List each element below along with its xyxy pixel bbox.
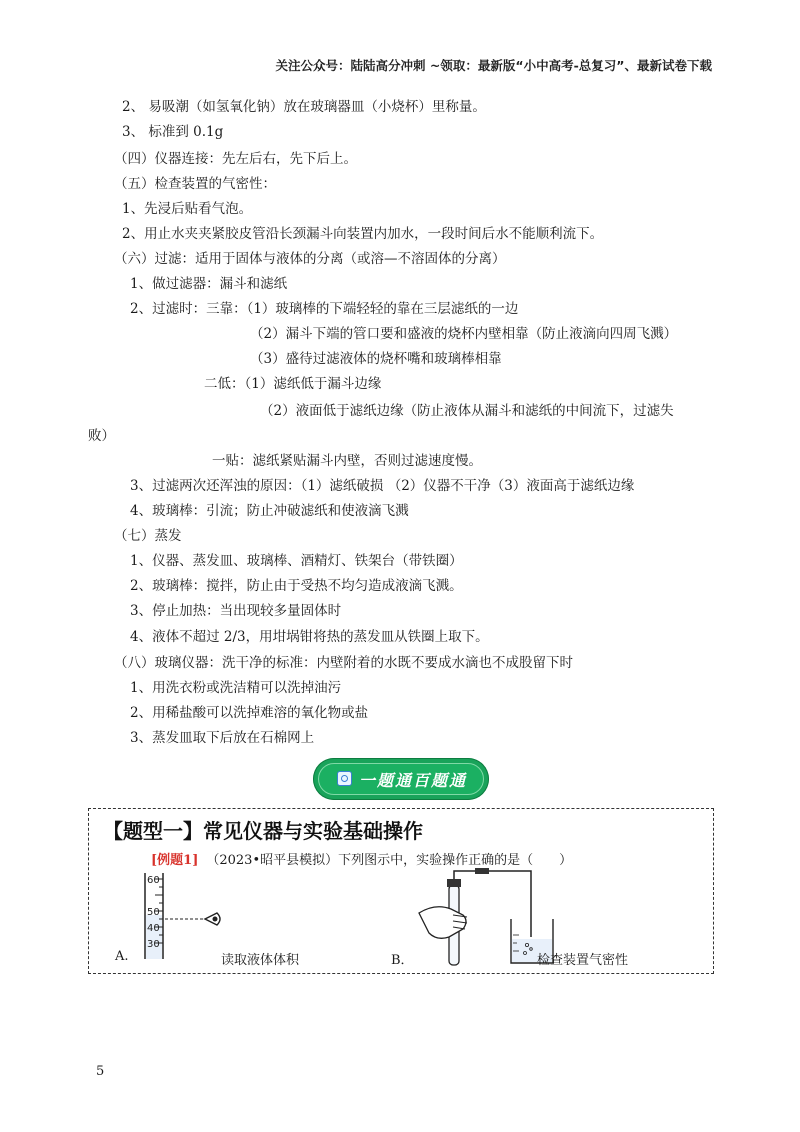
- tick-label: 60: [147, 875, 160, 886]
- tube-clamp: [475, 868, 489, 874]
- text-line: （2）漏斗下端的管口要和盛液的烧杯内壁相靠（防止液滴向四周飞溅）: [250, 326, 678, 342]
- text-line: 2、 易吸潮（如氢氧化钠）放在玻璃器皿（小烧杯）里称量。: [122, 99, 486, 115]
- text-line: （五）检查装置的气密性：: [114, 176, 276, 192]
- text-line: 3、蒸发皿取下后放在石棉网上: [130, 730, 315, 746]
- page-number: 5: [96, 1064, 105, 1079]
- question-type-title: 【题型一】常见仪器与实验基础操作: [103, 819, 423, 843]
- page-header: 关注公众号：陆陆高分冲刺 ~领取：最新版“小中高考-总复习”、最新试卷下载: [275, 58, 712, 73]
- delivery-tube: [454, 871, 531, 937]
- text-line: 3、停止加热：当出现较多量固体时: [130, 603, 342, 619]
- app-logo-icon: [337, 771, 352, 786]
- tick-label: 40: [147, 923, 160, 934]
- text-line: （七）蒸发: [114, 528, 182, 544]
- text-line: 3、过滤两次还浑浊的原因：（1）滤纸破损 （2）仪器不干净（3）液面高于滤纸边缘: [130, 478, 635, 494]
- text-line: （四）仪器连接：先左后右，先下后上。: [114, 151, 357, 167]
- tick-label: 50: [147, 907, 160, 918]
- text-line: 2、过滤时：三靠：（1）玻璃棒的下端轻轻的靠在三层滤纸的一边: [130, 301, 519, 317]
- text-line: 一贴：滤纸紧贴漏斗内壁，否则过滤速度慢。: [212, 453, 482, 469]
- question-stem: （2023•昭平县模拟）下列图示中，实验操作正确的是（ ）: [206, 853, 573, 868]
- text-line: 2、玻璃棒：搅拌，防止由于受热不均匀造成液滴飞溅。: [130, 578, 463, 594]
- text-line: 2、用稀盐酸可以洗掉难溶的氧化物或盐: [130, 705, 369, 721]
- rubber-stopper: [447, 879, 461, 887]
- text-line: 1、做过滤器：漏斗和滤纸: [130, 276, 288, 292]
- example-tag: [例题1]: [151, 853, 199, 868]
- text-line: 2、用止水夹夹紧胶皮管沿长颈漏斗向装置内加水，一段时间后水不能顺利流下。: [122, 226, 604, 242]
- option-a-letter: A.: [115, 949, 129, 964]
- text-line: （3）盛待过滤液体的烧杯嘴和玻璃棒相靠: [250, 351, 502, 367]
- text-line: 二低：（1）滤纸低于漏斗边缘: [204, 376, 382, 392]
- text-line: 1、用洗衣粉或洗洁精可以洗掉油污: [130, 680, 342, 696]
- text-line: （六）过滤：适用于固体与液体的分离（或溶—不溶固体的分离）: [114, 251, 506, 267]
- option-b-caption: 检查装置气密性: [537, 953, 629, 968]
- text-line: （八）玻璃仪器：洗干净的标准：内壁附着的水既不要成水滴也不成股留下时: [114, 655, 573, 671]
- section-banner: [313, 758, 489, 800]
- text-line: 4、液体不超过 2/3，用坩埚钳将热的蒸发皿从铁圈上取下。: [130, 629, 489, 645]
- text-line: 1、仪器、蒸发皿、玻璃棒、酒精灯、铁架台（带铁圈）: [130, 553, 463, 569]
- option-a-caption: 读取液体体积: [221, 953, 300, 968]
- cylinder-liquid: [146, 915, 162, 959]
- tick-label: 30: [147, 939, 160, 950]
- text-line: 3、 标准到 0.1g: [122, 124, 224, 140]
- banner-text: 一题通百题通: [359, 771, 468, 790]
- text-line: 败）: [88, 428, 115, 444]
- text-line: 4、玻璃棒：引流；防止冲破滤纸和使液滴飞溅: [130, 503, 409, 519]
- graduated-cylinder-figure: [129, 871, 229, 961]
- text-line: （2）液面低于滤纸边缘（防止液体从漏斗和滤纸的中间流下，过滤失: [260, 403, 674, 419]
- text-line: 1、先浸后贴看气泡。: [122, 201, 253, 217]
- question-box: [88, 808, 714, 974]
- eye-icon: [205, 913, 220, 925]
- option-b-letter: B．: [391, 953, 414, 968]
